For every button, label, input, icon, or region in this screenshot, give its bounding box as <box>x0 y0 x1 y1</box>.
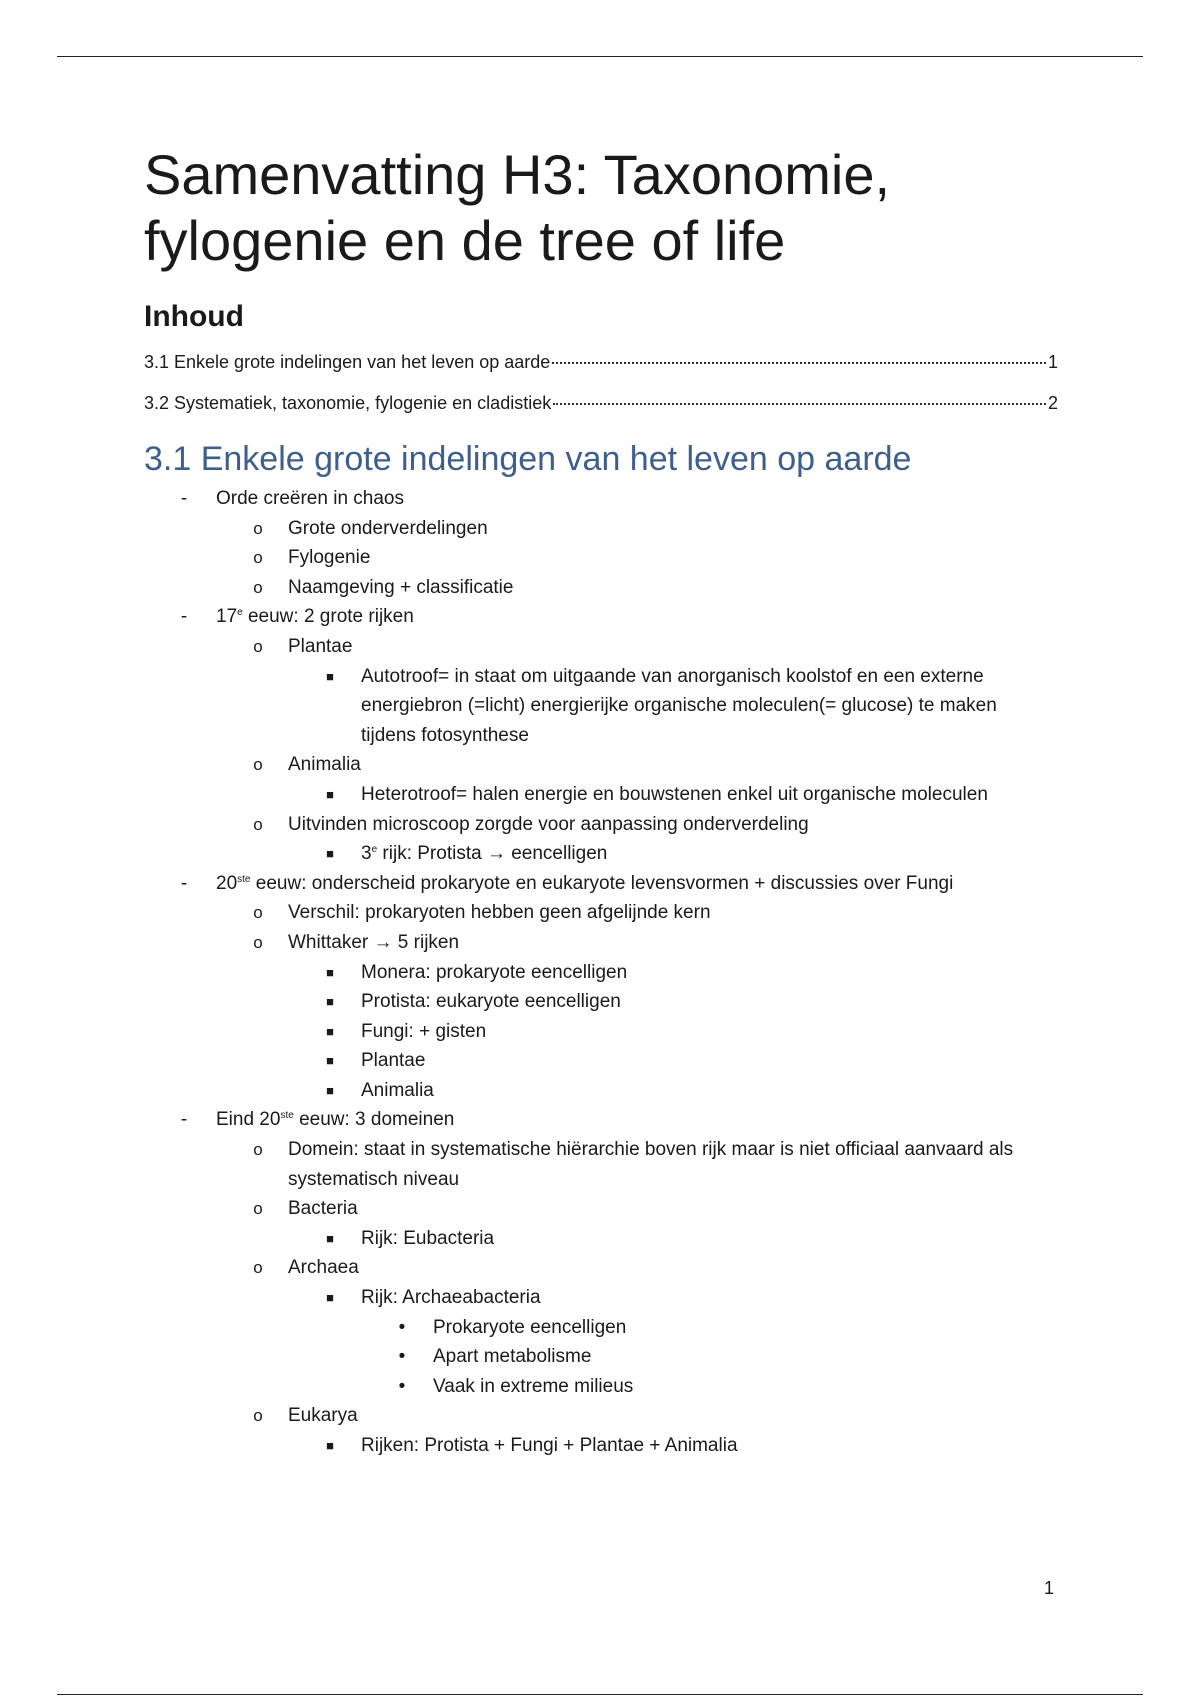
list-item: ■ 3e rijk: Protista → eencelligen <box>0 839 1041 869</box>
toc-leader-dots <box>552 361 1046 364</box>
list-item: ■ Protista: eukaryote eencelligen <box>0 987 1041 1017</box>
toc-entry-page: 2 <box>1047 393 1058 413</box>
square-bullet: ■ <box>326 1082 334 1098</box>
list-item: - Eind 20ste eeuw: 3 domeinen <box>0 1105 1200 1135</box>
square-bullet: ■ <box>326 846 334 862</box>
list-item: ■ Rijk: Archaeabacteria <box>0 1283 1041 1313</box>
list-item: o Animalia <box>0 750 1200 780</box>
circle-bullet: o <box>253 814 263 834</box>
list-item: ■ Animalia <box>0 1076 1041 1106</box>
section-heading: 3.1 Enkele grote indelingen van het leven op aarde <box>144 440 912 478</box>
circle-bullet: o <box>253 1140 263 1160</box>
circle-bullet: o <box>253 1199 263 1219</box>
dot-bullet: • <box>398 1316 406 1338</box>
list-item: • Prokaryote eencelligen <box>0 1313 1200 1343</box>
circle-bullet: o <box>253 932 263 952</box>
square-bullet: ■ <box>326 1290 334 1306</box>
square-bullet: ■ <box>326 668 334 684</box>
list-item: o Archaea <box>0 1253 1200 1283</box>
list-item: o Eukarya <box>0 1401 1200 1431</box>
toc-entry-page: 1 <box>1047 352 1058 372</box>
list-item: o Whittaker → 5 rijken <box>0 928 1200 958</box>
circle-bullet: o <box>253 548 263 568</box>
toc-entry-label: 3.2 Systematiek, taxonomie, fylogenie en cladistiek <box>144 393 552 413</box>
list-item: - Orde creëren in chaos <box>0 484 1200 514</box>
list-item: o Domein: staat in systematische hiërarchie boven rijk maar is niet officiaal aanvaard als systematisch niveau <box>0 1135 1028 1194</box>
circle-bullet: o <box>253 636 263 656</box>
list-item: o Naamgeving + classificatie <box>0 573 1200 603</box>
dash-bullet: - <box>180 1109 188 1131</box>
circle-bullet: o <box>253 903 263 923</box>
circle-bullet: o <box>253 518 263 538</box>
toc-heading: Inhoud <box>144 300 244 333</box>
square-bullet: ■ <box>326 994 334 1010</box>
list-item: o Uitvinden microscoop zorgde voor aanpassing onderverdeling <box>0 810 1200 840</box>
square-bullet: ■ <box>326 1438 334 1453</box>
footer-rule <box>57 1694 1143 1695</box>
dot-bullet: • <box>398 1375 406 1397</box>
square-bullet: ■ <box>326 1023 334 1039</box>
list-item: o Bacteria <box>0 1194 1200 1224</box>
circle-bullet: o <box>253 1258 263 1278</box>
list-item: o Grote onderverdelingen <box>0 514 1200 544</box>
circle-bullet: o <box>253 577 263 597</box>
list-item: ■ Autotroof= in staat om uitgaande van anorganisch koolstof en een externe energiebron (=licht) energierijke organische moleculen(= glucose) te maken tijdens fotosynthese <box>0 662 1041 751</box>
toc-entry[interactable] <box>144 352 1058 376</box>
list-item: - 20ste eeuw: onderscheid prokaryote en eukaryote levensvormen + discussies over Fungi <box>0 869 1200 899</box>
toc-entry-label: 3.1 Enkele grote indelingen van het leven op aarde <box>144 352 551 372</box>
list-item: ■ Rijk: Eubacteria <box>0 1224 1041 1254</box>
square-bullet: ■ <box>326 1053 334 1069</box>
list-item: • Apart metabolisme <box>0 1342 1200 1372</box>
list-item: o Plantae <box>0 632 1200 662</box>
list-item: • Vaak in extreme milieus <box>0 1372 1200 1402</box>
dot-bullet: • <box>398 1346 406 1368</box>
list-item: - 17e eeuw: 2 grote rijken <box>0 602 1200 632</box>
header-rule <box>57 56 1143 57</box>
outline-list <box>0 484 1200 1461</box>
square-bullet: ■ <box>326 786 334 802</box>
dash-bullet: - <box>180 488 188 509</box>
circle-bullet: o <box>253 755 263 775</box>
square-bullet: ■ <box>326 964 334 980</box>
document-title: Samenvatting H3: Taxonomie, fylogenie en de tree of life <box>144 143 891 272</box>
list-item: ■ Heterotroof= halen energie en bouwstenen enkel uit organische moleculen <box>0 780 1041 810</box>
square-bullet: ■ <box>326 1230 334 1246</box>
toc-entry[interactable] <box>144 393 1058 417</box>
list-item: ■ Monera: prokaryote eencelligen <box>0 958 1041 988</box>
toc-leader-dots <box>553 402 1046 405</box>
dash-bullet: - <box>180 606 188 628</box>
page-number: 1 <box>1044 1578 1055 1598</box>
list-item: o Fylogenie <box>0 543 1200 573</box>
list-item: ■ Plantae <box>0 1046 1041 1076</box>
list-item: o Verschil: prokaryoten hebben geen afgelijnde kern <box>0 898 1200 928</box>
circle-bullet: o <box>253 1406 263 1426</box>
list-item: ■ Fungi: + gisten <box>0 1017 1041 1047</box>
list-item: ■ Rijken: Protista + Fungi + Plantae + Animalia <box>0 1431 1041 1461</box>
dash-bullet: - <box>180 872 188 894</box>
